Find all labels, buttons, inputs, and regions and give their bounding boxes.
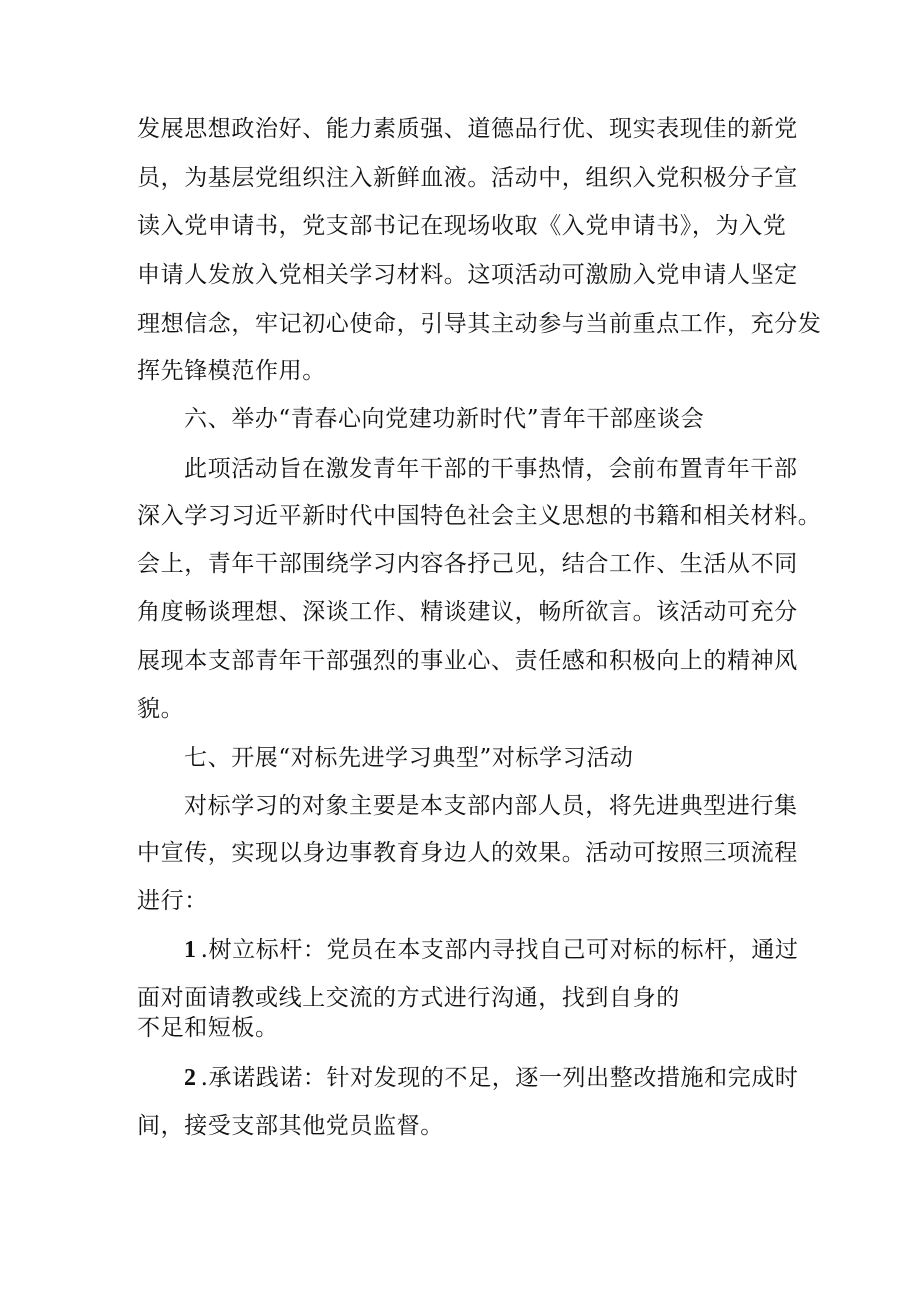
section-heading-7: 七、开展“对标先进学习典型”对标学习活动 <box>184 745 634 771</box>
paragraph-line: 员，为基层党组织注入新鲜血液。活动中，组织入党积极分子宣 <box>137 165 798 191</box>
paragraph-line: 貌。 <box>137 696 185 722</box>
section-heading-6: 六、举办“青春心向党建功新时代”青年干部座谈会 <box>184 406 705 432</box>
paragraph-line: 读入党申请书，党支部书记在现场收取《入党申请书》，为入党 <box>137 213 787 239</box>
paragraph-line: 发展思想政治好、能力素质强、道德品行优、现实表现佳的新党 <box>137 116 798 142</box>
paragraph-line: 不足和短板。 <box>137 1015 279 1041</box>
paragraph-line: 理想信念，牢记初心使命，引导其主动参与当前重点工作，充分发 <box>137 311 822 337</box>
step-1-line <box>184 935 799 965</box>
paragraph-line: 申请人发放入党相关学习材料。这项活动可激励入党申请人坚定 <box>137 262 798 288</box>
paragraph-line: 中宣传，实现以身边事教育身边人的效果。活动可按照三项流程 <box>137 840 798 866</box>
paragraph-line: 此项活动旨在激发青年干部的干事热情，会前布置青年干部 <box>184 456 798 482</box>
step-2-number: 2 <box>184 1065 197 1091</box>
step-1-text: .树立标杆：党员在本支部内寻找自己可对标的标杆，通过 <box>200 937 799 963</box>
step-2-line <box>184 1063 799 1093</box>
step-1-number: 1 <box>184 937 197 963</box>
paragraph-line: 间，接受支部其他党员监督。 <box>137 1113 444 1139</box>
paragraph-line: 挥先锋模范作用。 <box>137 358 326 384</box>
paragraph-line: 会上，青年干部围绕学习内容各抒己见，结合工作、生活从不同 <box>137 551 798 577</box>
paragraph-line: 角度畅谈理想、深谈工作、精谈建议，畅所欲言。该活动可充分 <box>137 599 798 625</box>
paragraph-line: 对标学习的对象主要是本支部内部人员，将先进典型进行集 <box>184 793 798 819</box>
paragraph-line: 展现本支部青年干部强烈的事业心、责任感和积极向上的精神风 <box>137 648 798 674</box>
step-2-text: .承诺践诺：针对发现的不足，逐一列出整改措施和完成时 <box>200 1065 799 1091</box>
paragraph-line: 面对面请教或线上交流的方式进行沟通，找到自身的 <box>137 985 680 1011</box>
paragraph-line: 深入学习习近平新时代中国特色社会主义思想的书籍和相关材料。 <box>137 503 822 529</box>
paragraph-line: 进行： <box>137 888 208 914</box>
